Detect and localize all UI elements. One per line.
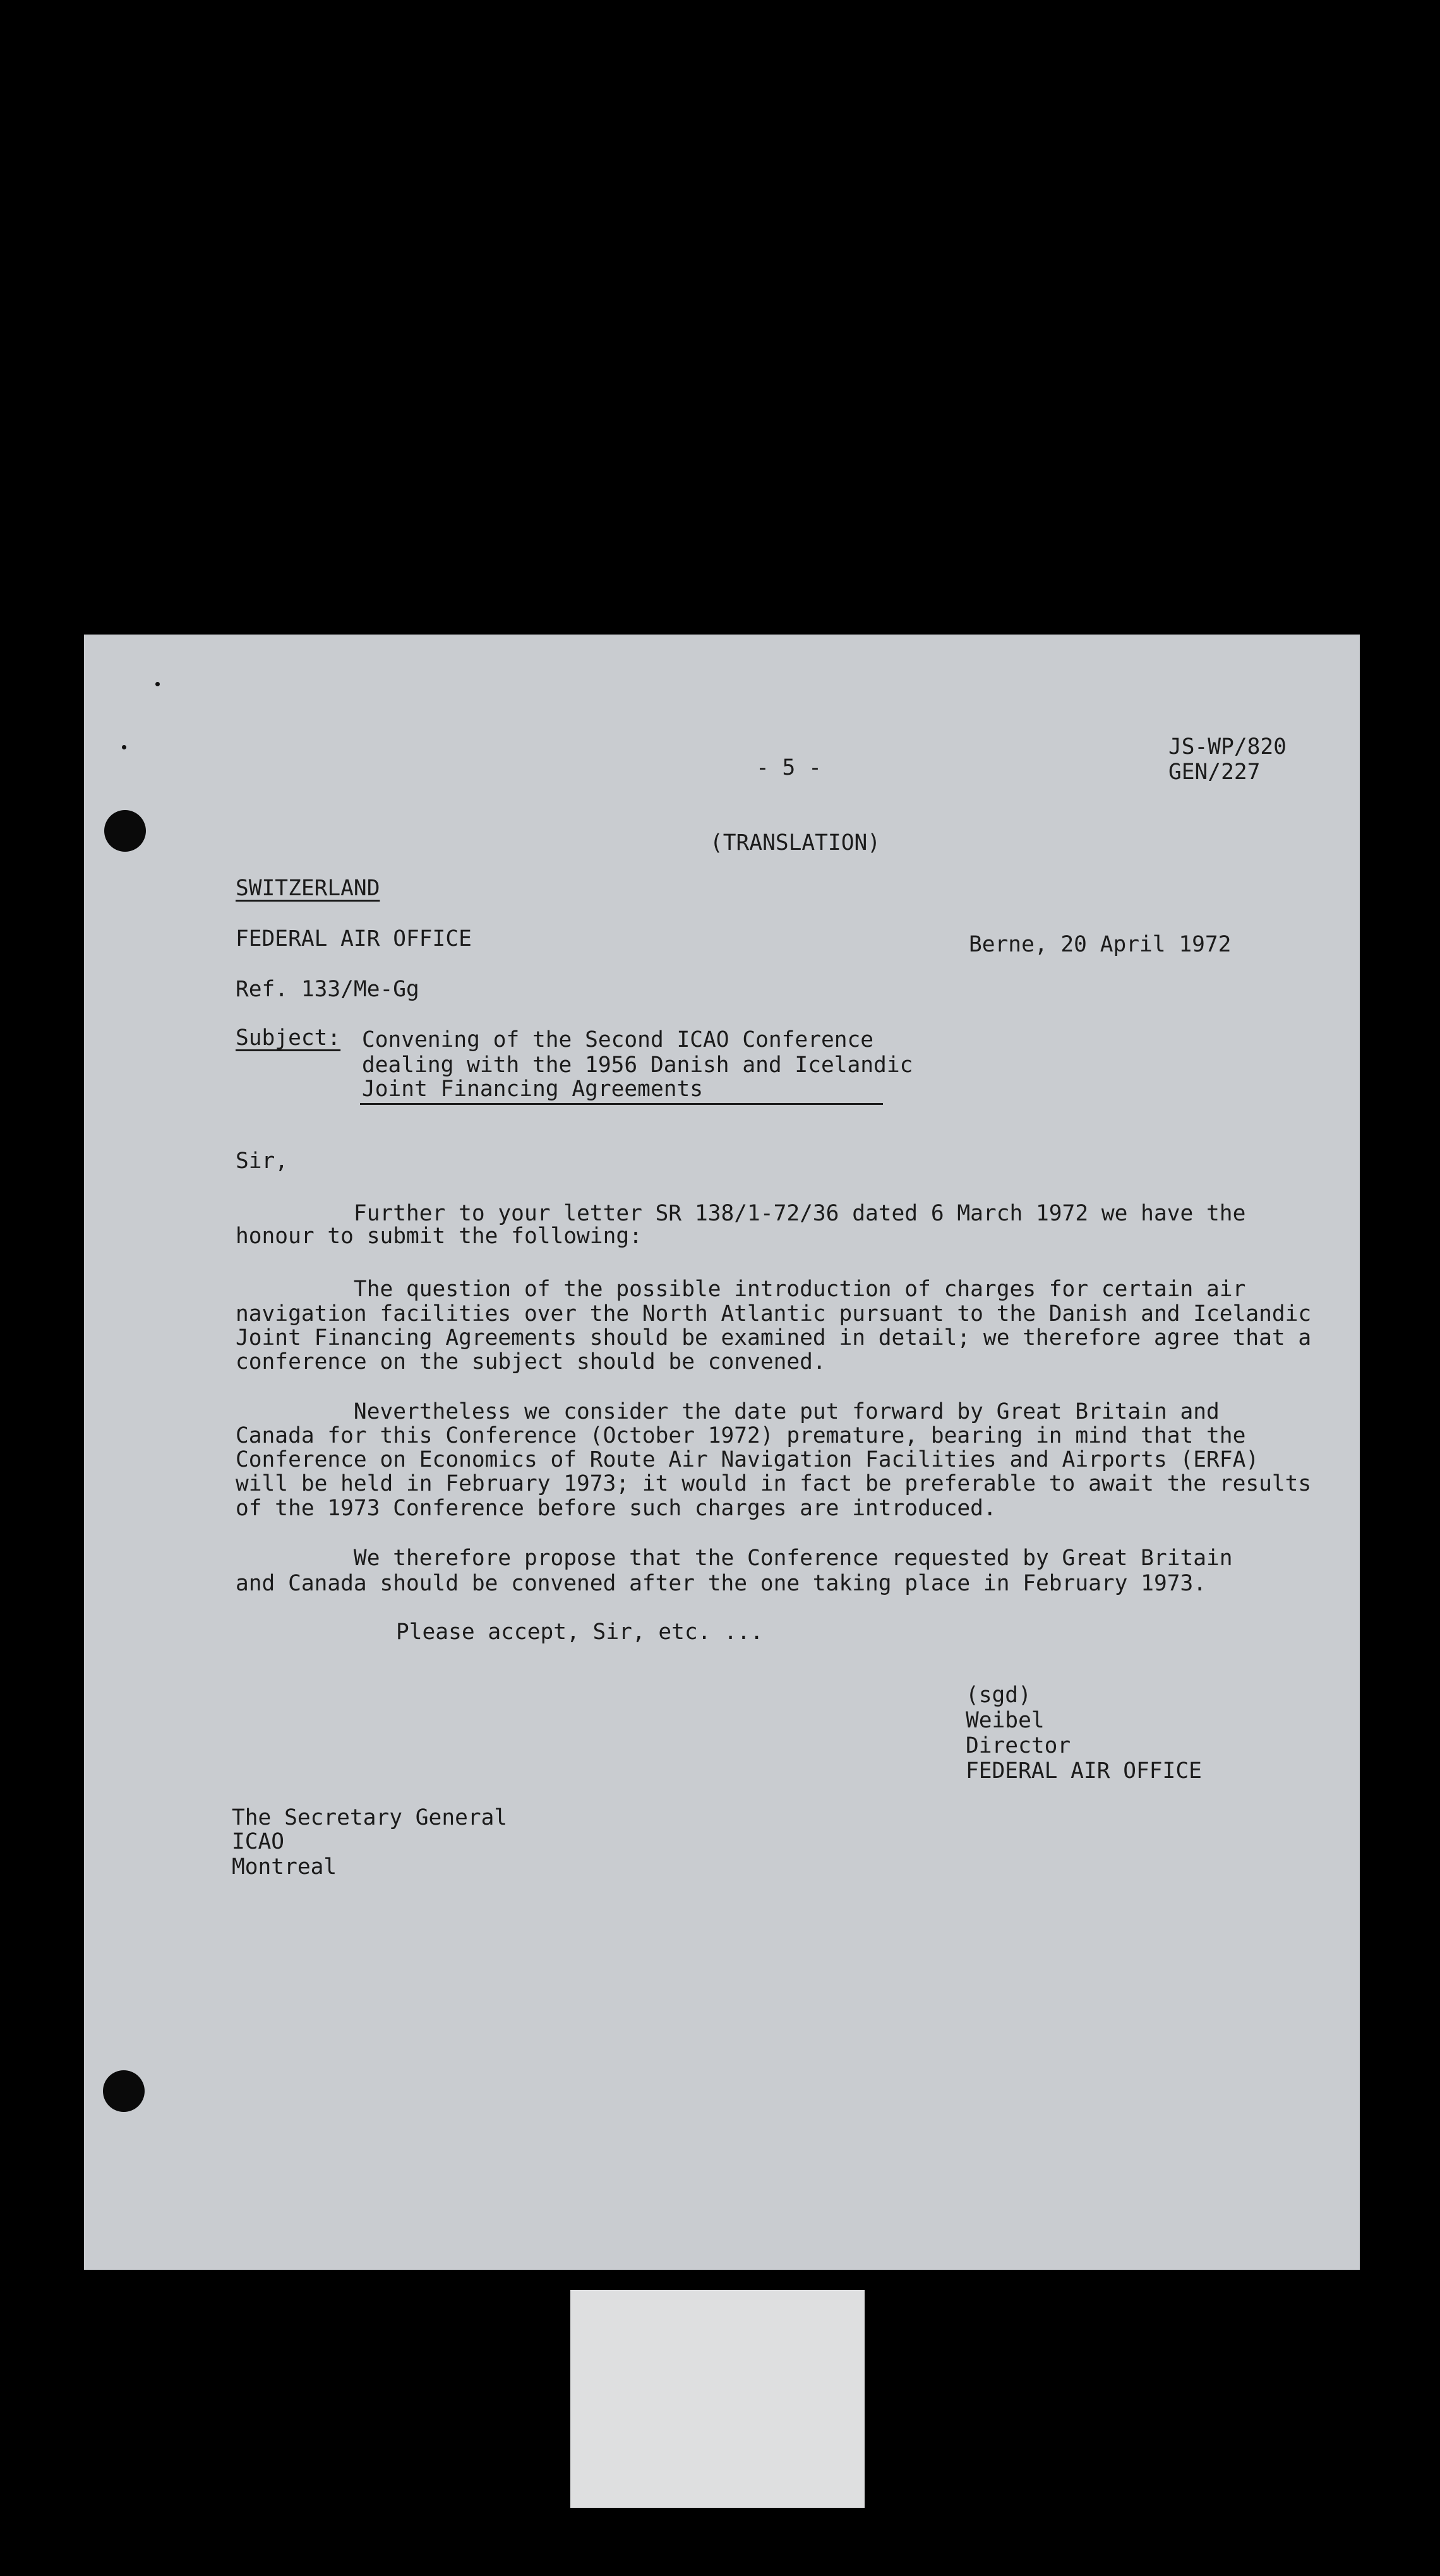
subject-line: dealing with the 1956 Danish and Icelandic <box>362 1052 913 1078</box>
paragraph-line: The question of the possible introduction of charges for certain air <box>236 1277 1246 1302</box>
document-code: JS-WP/820 <box>1168 734 1287 760</box>
addressee-line: ICAO <box>232 1829 285 1854</box>
punch-hole-bottom <box>103 2070 145 2112</box>
paragraph-line: Canada for this Conference (October 1972) premature, bearing in mind that the <box>236 1423 1246 1448</box>
addressee-line: The Secretary General <box>232 1805 508 1830</box>
subject-underline <box>360 1103 883 1105</box>
translation-note: (TRANSLATION) <box>710 830 881 856</box>
closing: Please accept, Sir, etc. ... <box>396 1619 764 1645</box>
signature-line: FEDERAL AIR OFFICE <box>966 1758 1202 1784</box>
page-number: - 5 - <box>756 755 822 780</box>
reference: Ref. 133/Me-Gg <box>236 977 419 1002</box>
paragraph-line: Conference on Economics of Route Air Navigation Facilities and Airports (ERFA) <box>236 1447 1259 1472</box>
sender-office: FEDERAL AIR OFFICE <box>236 926 472 951</box>
subject-line: Joint Financing Agreements <box>362 1076 704 1102</box>
signature-line: Director <box>966 1733 1071 1758</box>
paragraph-line: Further to your letter SR 138/1-72/36 dated 6 March 1972 we have the <box>236 1201 1246 1226</box>
country-heading: SWITZERLAND <box>236 876 380 901</box>
paragraph-line: We therefore propose that the Conference requested by Great Britain <box>236 1546 1233 1571</box>
signature-line: Weibel <box>966 1708 1045 1733</box>
subject-line: Convening of the Second ICAO Conference <box>362 1027 874 1052</box>
paragraph-line: Nevertheless we consider the date put forward by Great Britain and <box>236 1399 1220 1424</box>
paragraph-line: honour to submit the following: <box>236 1224 642 1249</box>
paragraph-line: of the 1973 Conference before such charges are introduced. <box>236 1496 997 1521</box>
paragraph-line: navigation facilities over the North Atlantic pursuant to the Danish and Icelandic <box>236 1301 1312 1327</box>
paragraph-line: Joint Financing Agreements should be examined in detail; we therefore agree that a <box>236 1325 1312 1351</box>
place-date: Berne, 20 April 1972 <box>969 932 1232 957</box>
gen-code: GEN/227 <box>1168 760 1261 785</box>
speck <box>155 682 160 686</box>
paragraph-line: will be held in February 1973; it would in fact be preferable to await the results <box>236 1471 1312 1496</box>
signature-line: (sgd) <box>966 1683 1031 1708</box>
paragraph-line: conference on the subject should be convened. <box>236 1349 826 1374</box>
punch-hole-top <box>104 810 146 852</box>
paragraph-line: and Canada should be convened after the one taking place in February 1973. <box>236 1571 1207 1596</box>
salutation: Sir, <box>236 1148 289 1174</box>
target-slip <box>570 2290 865 2508</box>
addressee-line: Montreal <box>232 1854 337 1880</box>
subject-label: Subject: <box>236 1025 341 1051</box>
speck <box>122 745 126 749</box>
